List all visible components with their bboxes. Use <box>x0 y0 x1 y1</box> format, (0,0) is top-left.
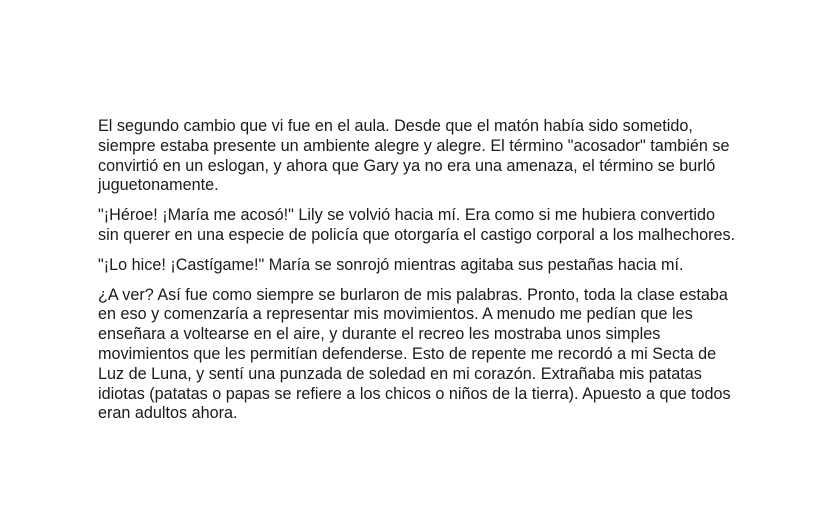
text-line: siempre estaba presente un ambiente alegre y alegre. El término "acosador" también se <box>98 136 730 155</box>
text-line: idiotas (patatas o papas se refiere a los chicos o niños de la tierra). Apuesto a que todos <box>98 384 731 403</box>
text-line: Luz de Luna, y sentí una punzada de soledad en mi corazón. Extrañaba mis patatas <box>98 364 702 383</box>
paragraph-4 <box>98 286 730 425</box>
paragraph-3 <box>98 256 730 276</box>
text-line: convirtió en un eslogan, y ahora que Gary ya no era una amenaza, el término se burló <box>98 156 716 175</box>
text-line: juguetonamente. <box>98 176 219 195</box>
text-line: "¡Lo hice! ¡Castígame!" María se sonrojó mientras agitaba sus pestañas hacia mí. <box>98 255 684 274</box>
text-line: enseñara a voltearse en el aire, y durante el recreo les mostraba unos simples <box>98 325 661 344</box>
text-line: en eso y comenzaría a representar mis movimientos. A menudo me pedían que les <box>98 305 693 324</box>
text-line: El segundo cambio que vi fue en el aula. Desde que el matón había sido sometido, <box>98 117 693 135</box>
text-line: sin querer en una especie de policía que otorgaría el castigo corporal a los malhechores. <box>98 225 736 244</box>
text-line: "¡Héroe! ¡María me acosó!" Lily se volvió hacia mí. Era como si me hubiera convertido <box>98 206 715 225</box>
text-line: ¿A ver? Así fue como siempre se burlaron de mis palabras. Pronto, toda la clase estaba <box>98 285 728 304</box>
text-line: eran adultos ahora. <box>98 404 238 423</box>
paragraph-1 <box>98 117 730 196</box>
text-line: movimientos que les permitían defenderse. Esto de repente me recordó a mi Secta de <box>98 344 717 363</box>
paragraph-2 <box>98 206 736 246</box>
document-body <box>98 117 736 434</box>
